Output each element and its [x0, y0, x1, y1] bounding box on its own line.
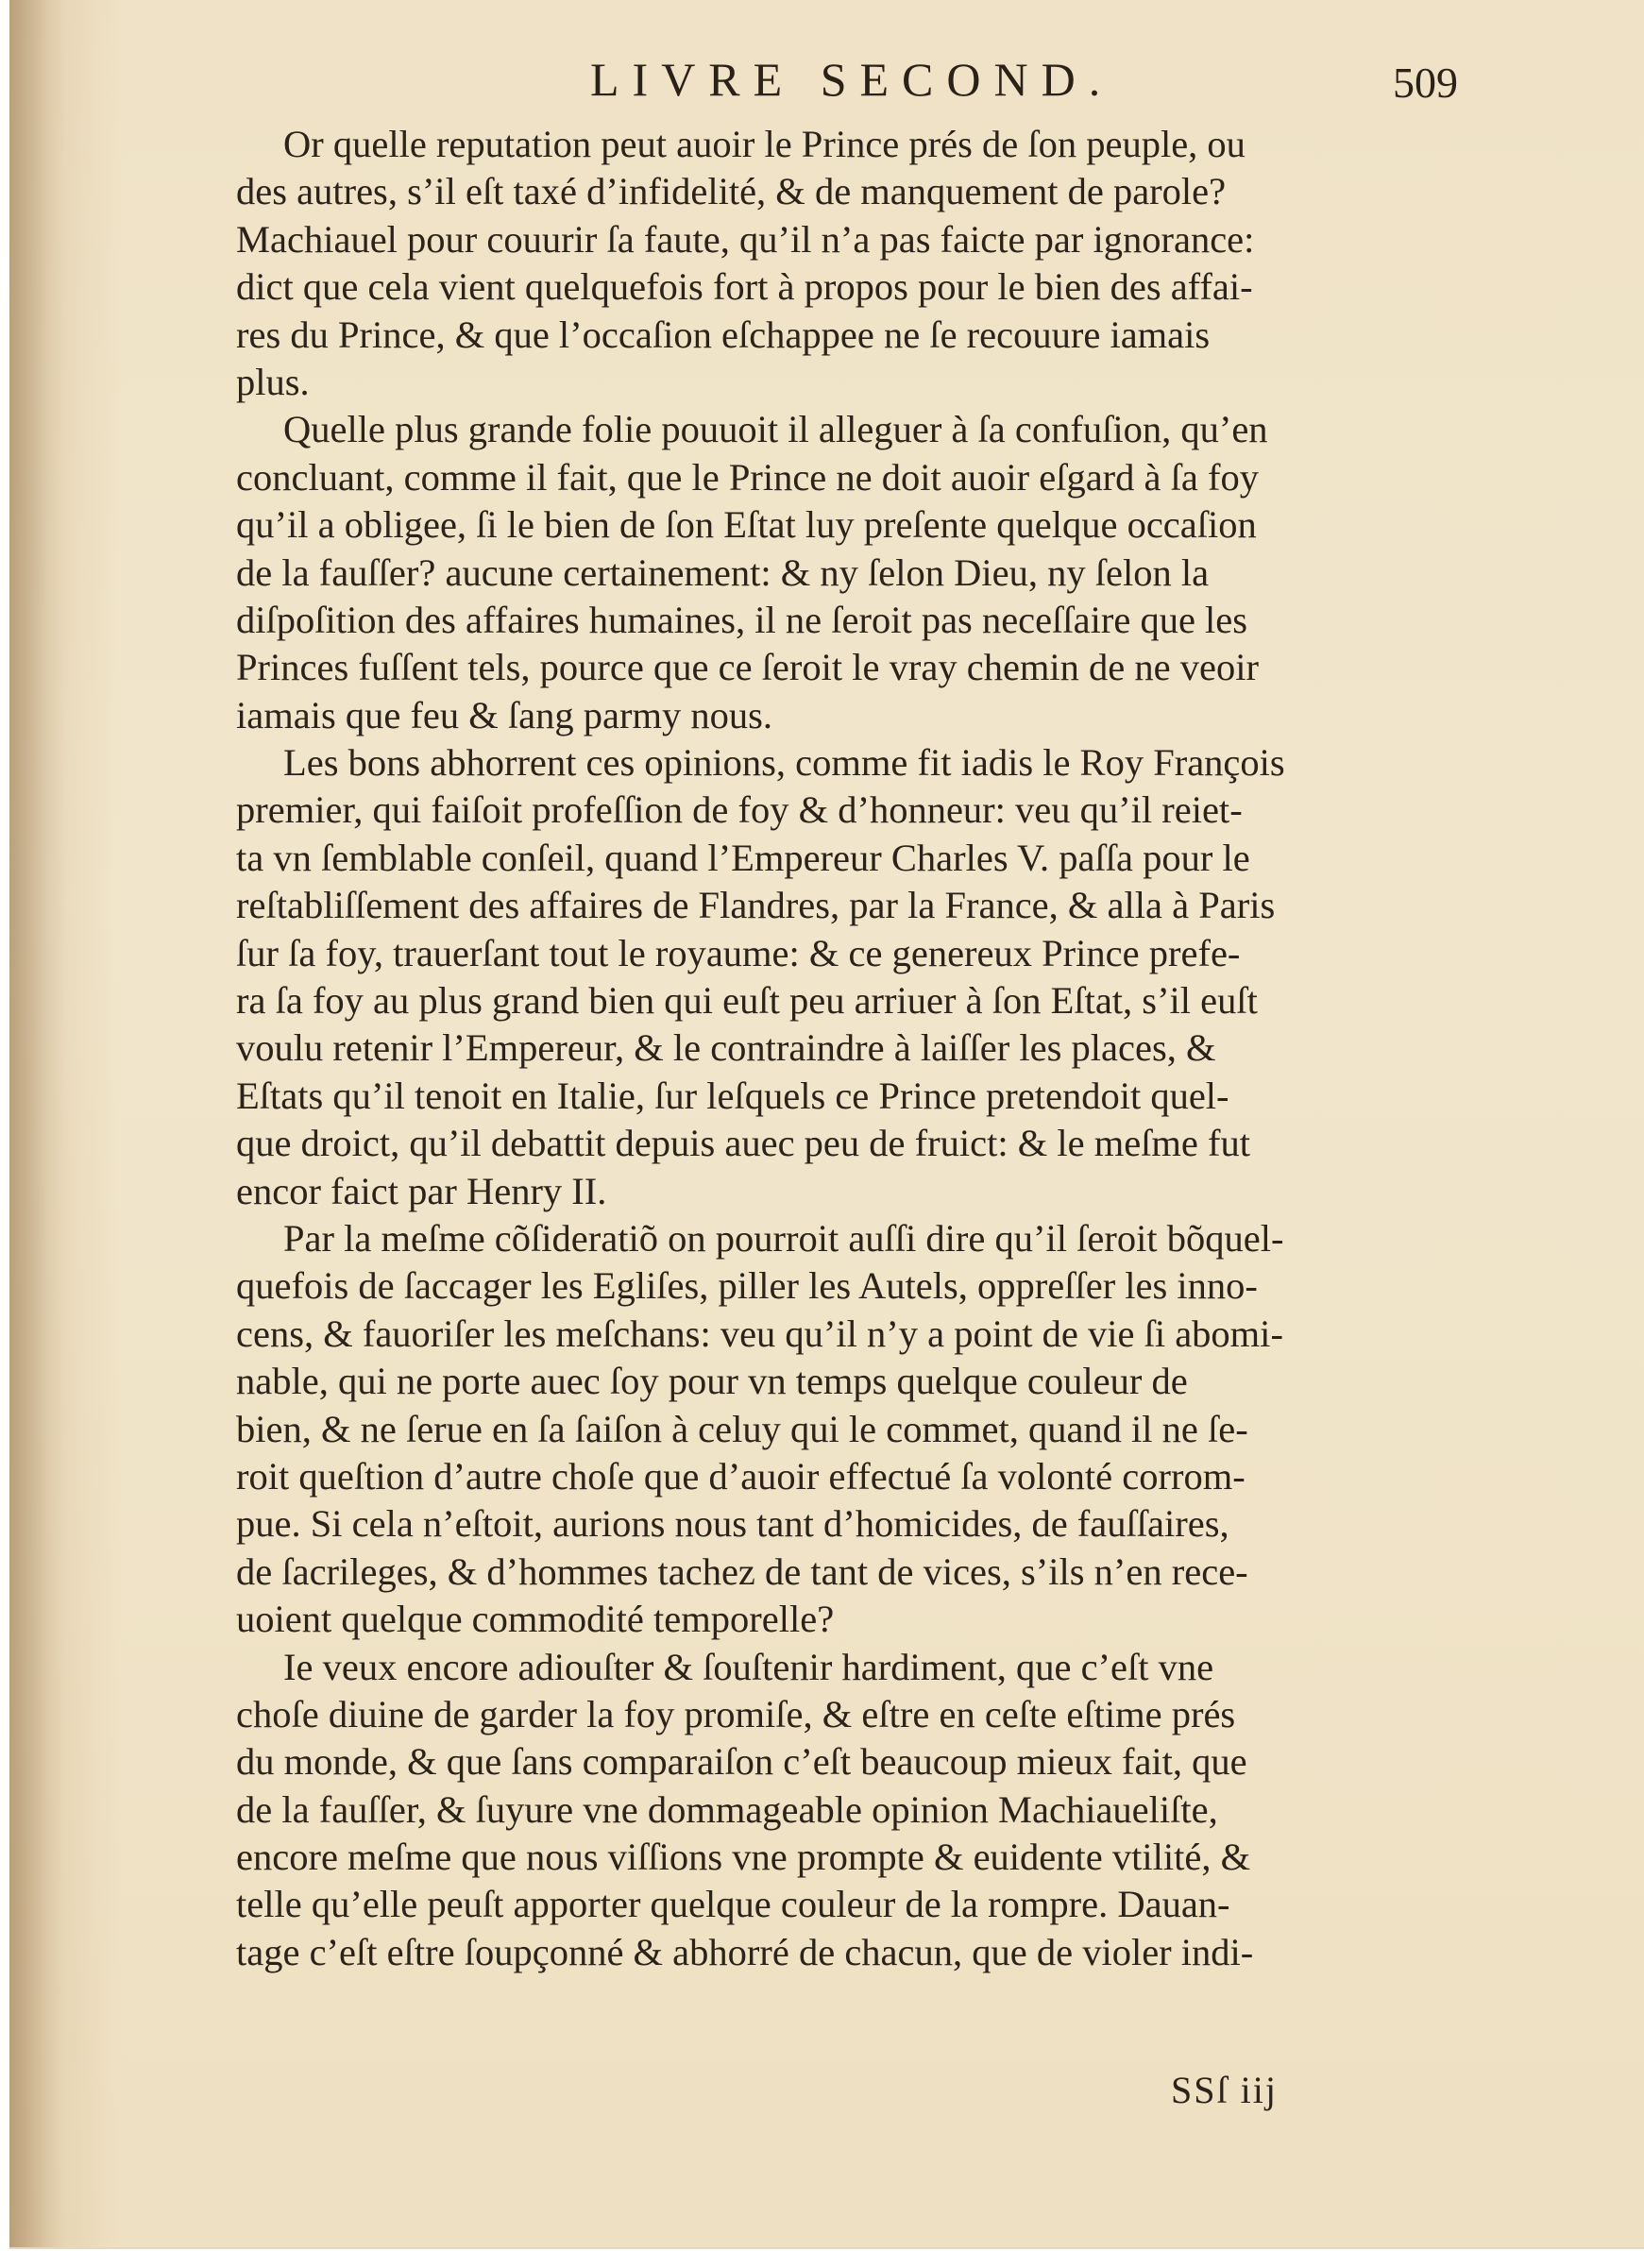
- body-text: [236, 121, 1492, 1976]
- book-page: [9, 0, 1644, 2249]
- page-header: [9, 52, 1644, 118]
- text-line: reſtabliſſement des affaires de Flandres, par la France, & alla à Paris: [236, 884, 1276, 927]
- text-line: iamais que feu & ſang parmy nous.: [236, 693, 772, 736]
- running-head: LIVRE SECOND.: [590, 53, 1114, 106]
- text-line: pue. Si cela n’eſtoit, aurions nous tant d’homicides, de fauſſaires,: [236, 1502, 1229, 1546]
- text-line: qu’il a obligee, ſi le bien de ſon Eſtat luy preſente quelque occaſion: [236, 503, 1257, 547]
- text-line: dict que cela vient quelquefois fort à propos pour le bien des affai-: [236, 265, 1253, 309]
- text-line: res du Prince, & que l’occaſion eſchappee ne ſe recouure iamais: [236, 313, 1211, 356]
- text-line: uoient quelque commodité temporelle?: [236, 1598, 835, 1641]
- text-line: Eſtats qu’il tenoit en Italie, ſur leſquels ce Prince pretendoit quel-: [236, 1074, 1229, 1117]
- text-line: quefois de ſaccager les Egliſes, piller les Autels, oppreſſer les inno-: [236, 1264, 1258, 1308]
- text-line: ra ſa foy au plus grand bien qui euſt peu arriuer à ſon Eſtat, s’il euſt: [236, 979, 1258, 1023]
- text-line: Princes fuſſent tels, pource que ce ſeroit le vray chemin de ne veoir: [236, 646, 1259, 689]
- text-line: Les bons abhorrent ces opinions, comme fit iadis le Roy François: [283, 741, 1285, 785]
- text-line: encore meſme que nous viſſions vne prompte & euidente vtilité, &: [236, 1836, 1251, 1879]
- text-line: telle qu’elle peuſt apporter quelque couleur de la rompre. Dauan-: [236, 1883, 1230, 1926]
- text-line: que droict, qu’il debattit depuis auec peu de fruict: & le meſme fut: [236, 1122, 1251, 1165]
- signature-mark: SSſ iij: [1171, 2069, 1278, 2111]
- text-line: du monde, & que ſans comparaiſon c’eſt beaucoup mieux fait, que: [236, 1740, 1247, 1784]
- text-line: nable, qui ne porte auec ſoy pour vn temps quelque couleur de: [236, 1360, 1188, 1403]
- text-line: roit queſtion d’autre choſe que d’auoir effectué ſa volonté corrom-: [236, 1454, 1246, 1498]
- text-line: plus.: [236, 360, 310, 403]
- text-line: ta vn ſemblable conſeil, quand l’Empereur Charles V. paſſa pour le: [236, 836, 1250, 879]
- text-line: encor faict par Henry II.: [236, 1169, 607, 1212]
- text-line: des autres, s’il eſt taxé d’infidelité, & de manquement de parole?: [236, 170, 1227, 213]
- text-line: premier, qui faiſoit profeſſion de foy & d’honneur: veu qu’il reiet-: [236, 788, 1243, 832]
- text-line: Par la meſme cõſideratiõ on pourroit auſſi dire qu’il ſeroit bõquel-: [283, 1216, 1284, 1260]
- text-line: diſpoſition des affaires humaines, il ne ſeroit pas neceſſaire que les: [236, 598, 1248, 641]
- text-line: de la fauſſer, & ſuyure vne dommageable opinion Machiaueliſte,: [236, 1787, 1218, 1831]
- text-line: cens, & fauoriſer les meſchans: veu qu’il n’y a point de vie ſi abomi-: [236, 1312, 1283, 1355]
- text-line: choſe diuine de garder la foy promiſe, & eſtre en ceſte eſtime prés: [236, 1692, 1236, 1735]
- text-line: de ſacrileges, & d’hommes tachez de tant de vices, s’ils n’en rece-: [236, 1549, 1248, 1593]
- page-edge-stain: [9, 0, 66, 2247]
- text-line: Quelle plus grande folie pouuoit il alleguer à ſa confuſion, qu’en: [283, 408, 1268, 451]
- text-line: voulu retenir l’Empereur, & le contraindre à laiſſer les places, &: [236, 1026, 1216, 1070]
- text-line: ſur ſa foy, trauerſant tout le royaume: & ce genereux Prince prefe-: [236, 931, 1241, 974]
- page-number: 509: [1393, 59, 1458, 107]
- text-line: Or quelle reputation peut auoir le Prince prés de ſon peuple, ou: [283, 123, 1246, 165]
- text-line: Ie veux encore adiouſter & ſouſtenir hardiment, que c’eſt vne: [283, 1645, 1214, 1688]
- text-line: Machiauel pour couurir ſa faute, qu’il n’a pas faicte par ignorance:: [236, 217, 1255, 261]
- text-line: tage c’eſt eſtre ſoupçonné & abhorré de chacun, que de violer indi-: [236, 1930, 1254, 1973]
- text-line: concluant, comme il fait, que le Prince ne doit auoir eſgard à ſa foy: [236, 455, 1259, 499]
- text-line: bien, & ne ſerue en ſa ſaiſon à celuy qui le commet, quand il ne ſe-: [236, 1407, 1248, 1450]
- text-line: de la fauſſer? aucune certainement: & ny ſelon Dieu, ny ſelon la: [236, 550, 1210, 594]
